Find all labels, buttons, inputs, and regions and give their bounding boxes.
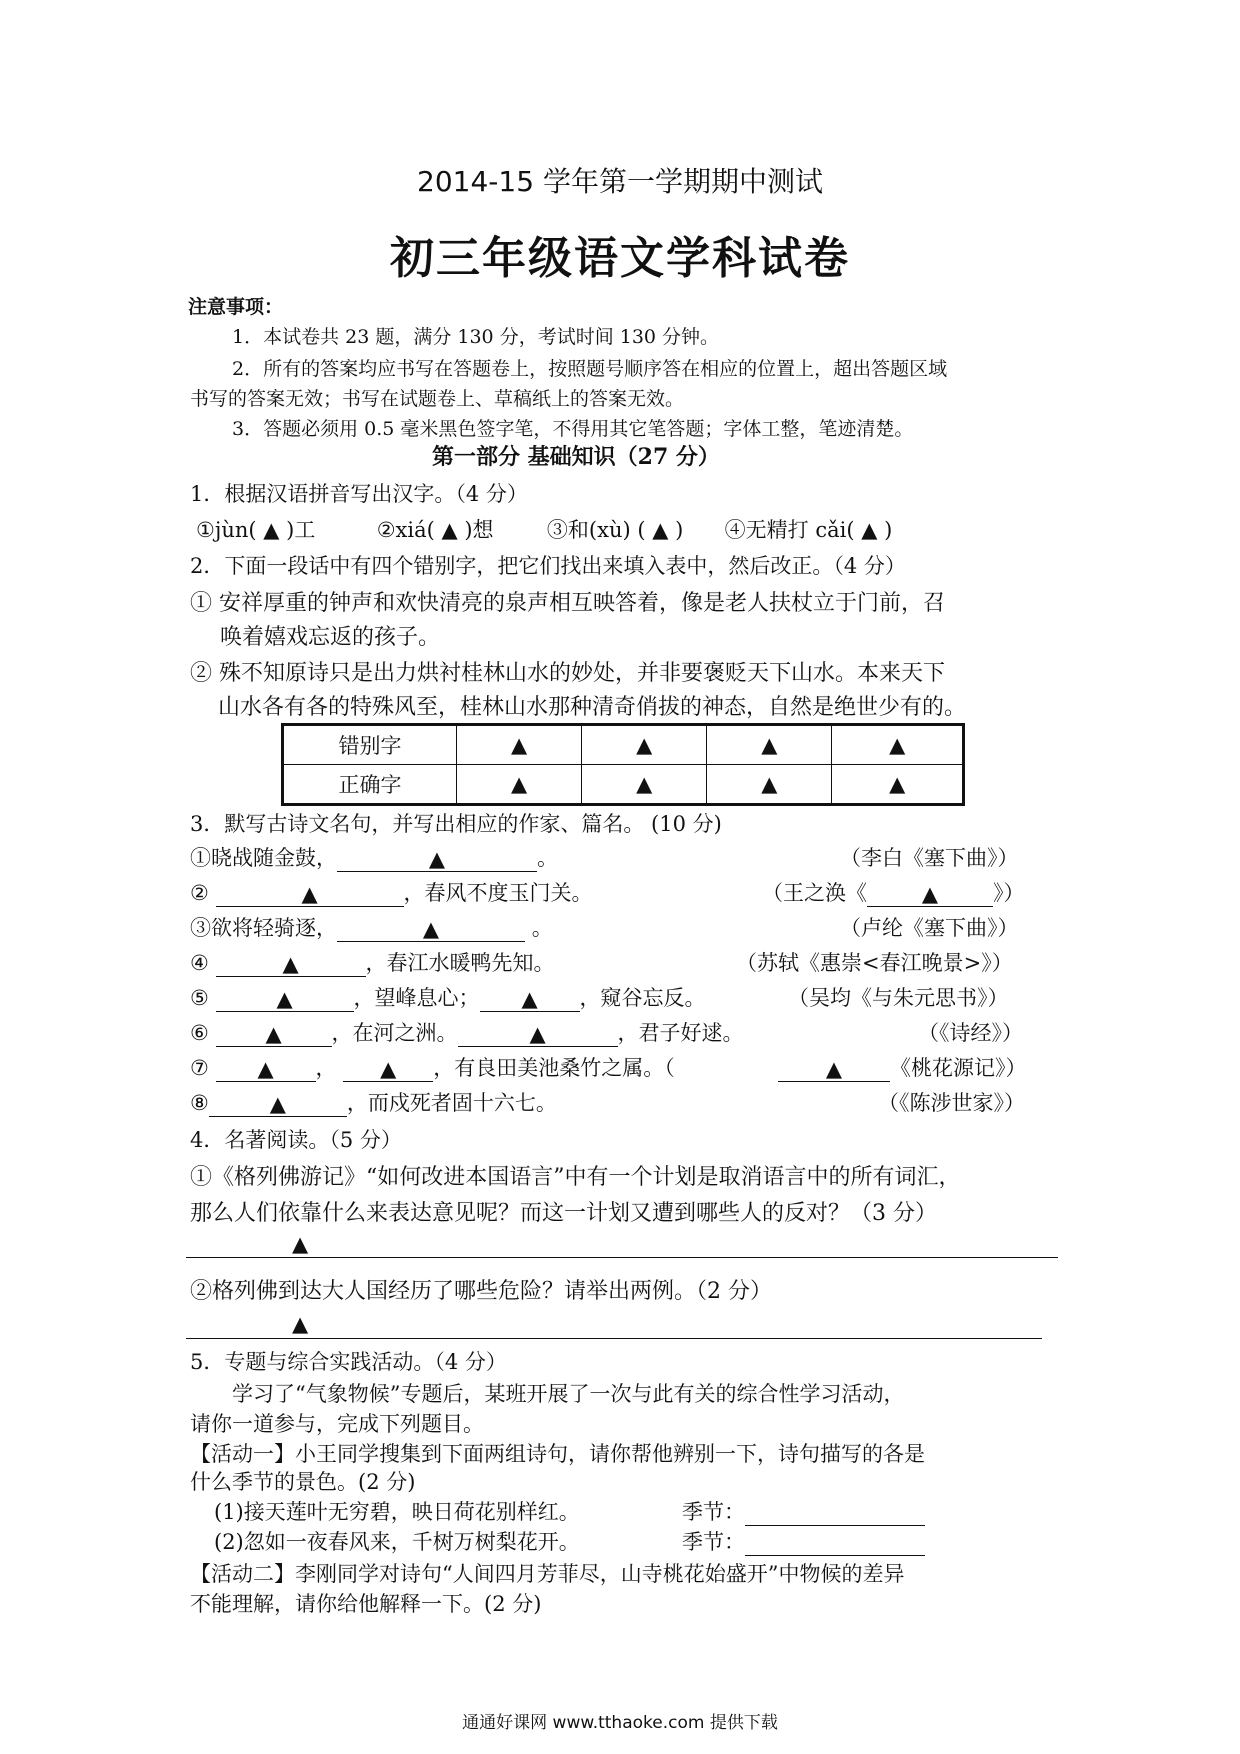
q3-line6 [190, 1017, 744, 1047]
q3-line1-end: 。 [537, 846, 558, 870]
season-label: 季节： [682, 1530, 745, 1554]
notes-heading: 注意事项： [188, 296, 284, 318]
q3-line6-text-a: ，在河之洲。 [331, 1021, 458, 1045]
answer-triangle: ▲ [582, 725, 707, 765]
answer-triangle: ▲ [265, 1022, 282, 1046]
q5-activity2-line1: 【活动二】李刚同学对诗句“人间四月芳菲尽，山寺桃花始盛开”中物候的差异 [190, 1562, 905, 1586]
q3-line8 [190, 1087, 557, 1117]
answer-triangle: ▲ [422, 917, 440, 941]
answer-triangle: ▲ [269, 1092, 286, 1116]
answer-triangle: ▲ [457, 725, 582, 765]
q5-season1 [682, 1496, 925, 1526]
q3-line5-source: （吴均《与朱元思书》） [788, 986, 1009, 1010]
answer-triangle: ▲ [825, 1057, 843, 1081]
q3-line4-source: （苏轼《惠崇<春江晚景>》） [736, 951, 1013, 975]
q3-line3-end: 。 [531, 916, 553, 940]
q4-sub2: ②格列佛到达大人国经历了哪些危险？请举出两例。（2 分） [190, 1279, 772, 1304]
q4-sub1-line1: ①《格列佛游记》“如何改进本国语言”中有一个计划是取消语言中的所有词汇， [190, 1165, 961, 1190]
q3-line2-source-b: 》） [993, 881, 1025, 905]
answer-triangle: ▲ [282, 952, 299, 976]
answer-triangle: ▲ [832, 765, 964, 805]
q3-line6-num: ⑥ [190, 1021, 209, 1045]
q3-line2 [190, 877, 593, 907]
q2-answer-table [281, 723, 965, 806]
q3-line7-source-text: 《桃花源记》） [890, 1056, 1027, 1080]
answer-triangle: ▲ [292, 1232, 309, 1256]
q5-activity2-line2: 不能理解，请你给他解释一下。(2 分) [190, 1592, 542, 1616]
q3-line3-text: ③欲将轻骑逐， [190, 916, 337, 940]
q3-line7-text: ，有良田美池桑竹之属。（ [433, 1056, 675, 1080]
q3-line5 [190, 982, 706, 1012]
q1-item4-a: ④无精打 cǎi( [724, 518, 855, 542]
q3-line6-text-b: ，君子好逑。 [617, 1021, 744, 1045]
q3-stem: 3．默写古诗文名句，并写出相应的作家、篇名。 (10 分) [190, 812, 722, 836]
q3-line7 [190, 1052, 675, 1082]
q2-para1-line2: 唤着嬉戏忘返的孩子。 [220, 625, 441, 650]
footer-source: 通通好课网 www.tthaoke.com 提供下载 [462, 1713, 778, 1733]
answer-triangle: ▲ [292, 1312, 309, 1336]
q3-line1-text: ①晓战随金鼓， [190, 846, 337, 870]
answer-line [186, 1257, 1058, 1258]
answer-triangle: ▲ [652, 518, 669, 542]
q2-stem: 2．下面一段话中有四个错别字，把它们找出来填入表中，然后改正。（4 分） [190, 554, 906, 578]
answer-triangle: ▲ [301, 882, 318, 906]
q3-line2-text: ，春风不度玉门关。 [403, 881, 593, 905]
q3-line3-source: （卢纶《塞下曲》） [840, 916, 1019, 940]
q1-item2-b: )想 [464, 518, 494, 542]
note-2: 2．所有的答案均应书写在答题卷上，按照题号顺序答在相应的位置上，超出答题区域 [232, 358, 948, 380]
q5-intro-line1: 学习了“气象物候”专题后，某班开展了一次与此有关的综合性学习活动， [232, 1382, 905, 1406]
q1-item2-a: ②xiá( [376, 518, 435, 542]
q1-item4-b: ) [884, 518, 893, 542]
q2-para2-line2: 山水各有各的特殊风至，桂林山水那种清奇俏拔的神态，自然是绝世少有的。 [218, 695, 967, 720]
q1-item3-a: ③和(xù) ( [546, 518, 646, 542]
q3-line7-comma: ， [315, 1056, 337, 1080]
q1-item3-b: ) [675, 518, 684, 542]
q3-line6-source: （《诗经》） [918, 1021, 1023, 1045]
answer-triangle: ▲ [861, 518, 878, 542]
q5-poem1: (1)接天莲叶无穷碧，映日荷花别样红。 [214, 1500, 580, 1524]
q2-para1-line1: ① 安祥厚重的钟声和欢快清亮的泉声相互映答着，像是老人扶杖立于门前，召 [190, 591, 945, 616]
q3-line8-source: （《陈涉世家》） [878, 1091, 1025, 1115]
q1-item1-b: )工 [286, 518, 316, 542]
q1-stem: 1．根据汉语拼音写出汉字。（4 分） [190, 482, 528, 506]
q5-activity1-line1: 【活动一】小王同学搜集到下面两组诗句，请你帮他辨别一下，诗句描写的各是 [190, 1442, 925, 1466]
table-row [283, 725, 964, 765]
note-3: 3．答题必须用 0.5 毫米黑色签字笔，不得用其它笔答题；字体工整，笔迹清楚。 [232, 418, 914, 440]
table-row [283, 765, 964, 805]
answer-triangle: ▲ [441, 518, 458, 542]
answer-triangle: ▲ [707, 765, 832, 805]
answer-triangle: ▲ [921, 882, 939, 906]
answer-triangle: ▲ [263, 518, 280, 542]
q1-item1-a: ①jùn( [196, 518, 257, 542]
answer-triangle: ▲ [457, 765, 582, 805]
q3-line4-num: ④ [190, 951, 209, 975]
q3-line2-num: ② [190, 881, 209, 905]
answer-line [186, 1338, 1042, 1339]
q3-line4 [190, 947, 555, 977]
q3-line5-text-b: ，窥谷忘反。 [579, 986, 706, 1010]
q4-sub1-line2: 那么人们依靠什么来表达意见呢？而这一计划又遭到哪些人的反对？（3 分） [190, 1201, 937, 1226]
exam-subtitle: 2014-15 学年第一学期期中测试 [417, 165, 823, 198]
q3-line3 [190, 912, 553, 942]
q3-line5-num: ⑤ [190, 986, 209, 1010]
q3-line8-text: ，而戍死者固十六七。 [346, 1091, 557, 1115]
q4-stem: 4．名著阅读。（5 分） [190, 1128, 402, 1152]
q2-para2-line1: ② 殊不知原诗只是出力烘衬桂林山水的妙处，并非要褒贬天下山水。本来天下 [190, 661, 945, 686]
q3-line7-num: ⑦ [190, 1056, 209, 1080]
q5-intro-line2: 请你一道参与，完成下列题目。 [190, 1412, 484, 1436]
answer-triangle: ▲ [832, 725, 964, 765]
answer-triangle: ▲ [428, 847, 446, 871]
season-blank [745, 1535, 925, 1556]
q3-line4-text: ，春江水暖鸭先知。 [365, 951, 555, 975]
note-2-cont: 书写的答案无效；书写在试题卷上、草稿纸上的答案无效。 [190, 388, 685, 410]
q3-line8-num: ⑧ [190, 1091, 209, 1115]
table-row-label: 正确字 [283, 765, 457, 805]
q3-line5-text-a: ，望峰息心； [353, 986, 480, 1010]
table-row-label: 错别字 [283, 725, 457, 765]
note-1: 1．本试卷共 23 题，满分 130 分，考试时间 130 分钟。 [232, 326, 720, 348]
season-blank [745, 1505, 925, 1526]
q5-season2 [682, 1526, 925, 1556]
q5-poem2: (2)忽如一夜春风来，千树万树梨花开。 [214, 1530, 580, 1554]
answer-triangle: ▲ [529, 1022, 546, 1046]
answer-triangle: ▲ [582, 765, 707, 805]
answer-triangle: ▲ [707, 725, 832, 765]
q3-line1-source: （李白《塞下曲》） [840, 846, 1019, 870]
season-label: 季节： [682, 1500, 745, 1524]
answer-triangle: ▲ [257, 1057, 274, 1081]
q3-line7-source [778, 1052, 1027, 1082]
q5-activity1-line2: 什么季节的景色。(2 分) [190, 1470, 416, 1494]
q3-line2-source-a: （王之涣《 [762, 881, 867, 905]
answer-triangle: ▲ [380, 1057, 397, 1081]
q3-line2-source [762, 877, 1025, 907]
q1-items [196, 514, 892, 544]
part1-title: 第一部分 基础知识（27 分） [432, 444, 720, 470]
answer-triangle: ▲ [521, 987, 538, 1011]
q5-stem: 5．专题与综合实践活动。（4 分） [190, 1350, 507, 1374]
exam-title: 初三年级语文学科试卷 [390, 233, 850, 284]
q3-line1 [190, 842, 558, 872]
answer-triangle: ▲ [276, 987, 293, 1011]
